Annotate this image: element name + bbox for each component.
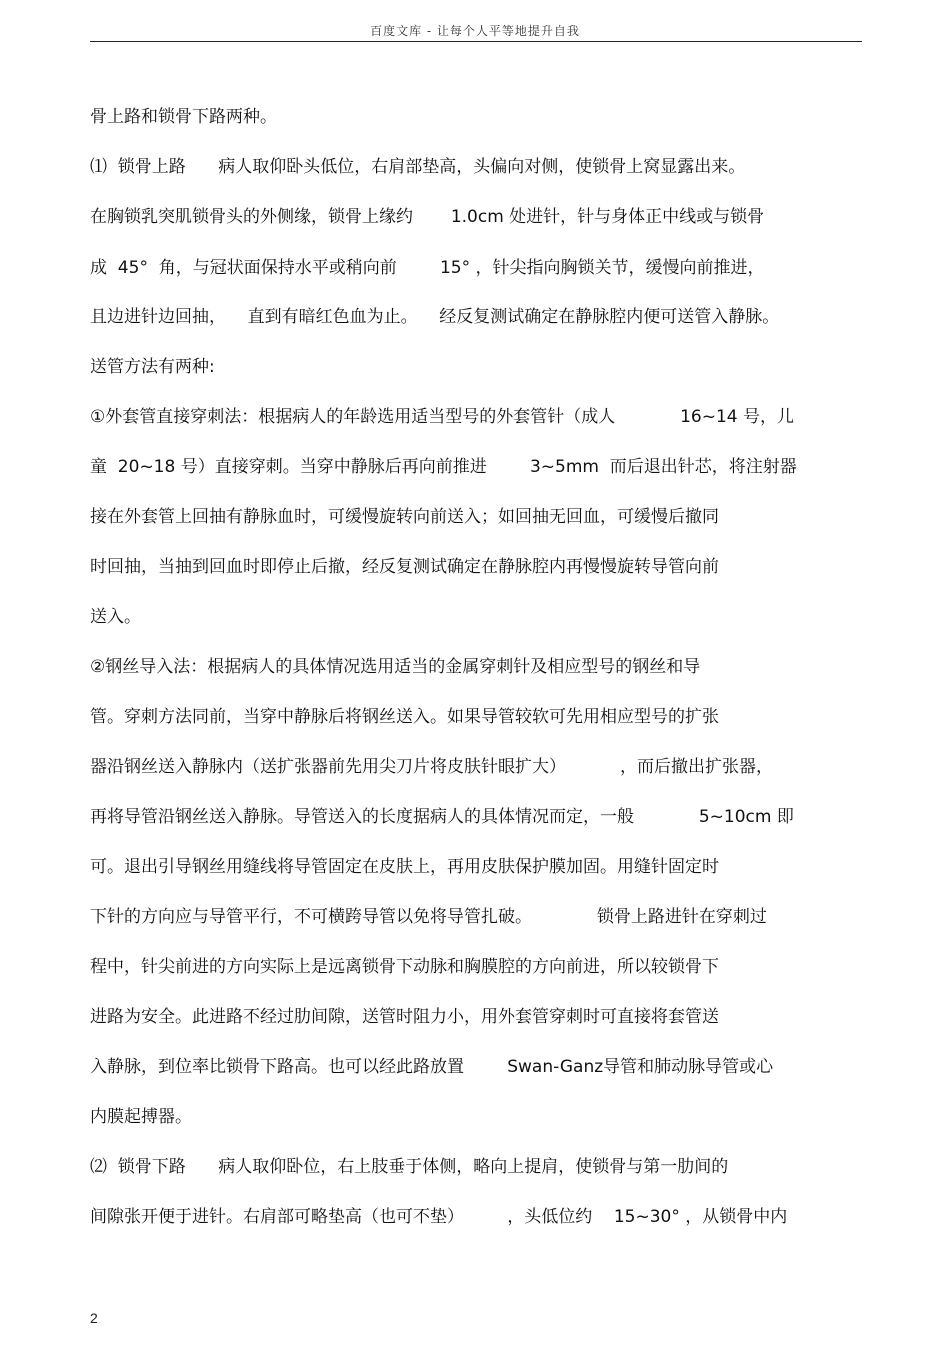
text-line: 入静脉，到位率比锁骨下路高。也可以经此路放置 Swan-Ganz导管和肺动脉导管或心: [90, 1057, 774, 1077]
text-line: 童 20~18 号）直接穿刺。当穿中静脉后再向前推进 3~5mm 而后退出针芯，将注射器: [90, 457, 797, 477]
page-header: 百度文库 - 让每个人平等地提升自我: [370, 24, 580, 38]
text-line: ⑴ 锁骨上路 病人取仰卧头低位，右肩部垫高，头偏向对侧，使锁骨上窝显露出来。: [90, 157, 746, 177]
text-line: 内膜起搏器。: [90, 1107, 192, 1127]
text-line: 接在外套管上回抽有静脉血时，可缓慢旋转向前送入；如回抽无回血，可缓慢后撤同: [90, 507, 719, 527]
text-line: 送管方法有两种:: [90, 357, 215, 377]
text-line: 进路为安全。此进路不经过肋间隙，送管时阻力小，用外套管穿刺时可直接将套管送: [90, 1007, 719, 1027]
header-divider: [90, 41, 862, 42]
text-line: 程中，针尖前进的方向实际上是远离锁骨下动脉和胸膜腔的方向前进，所以较锁骨下: [90, 957, 719, 977]
text-line: 再将导管沿钢丝送入静脉。导管送入的长度据病人的具体情况而定，一般 5~10cm 即: [90, 807, 794, 827]
text-line: 时回抽，当抽到回血时即停止后撤，经反复测试确定在静脉腔内再慢慢旋转导管向前: [90, 557, 719, 577]
text-line: 器沿钢丝送入静脉内（送扩张器前先用尖刀片将皮肤针眼扩大） ，而后撤出扩张器，: [90, 757, 774, 777]
text-line: 管。穿刺方法同前，当穿中静脉后将钢丝送入。如果导管较软可先用相应型号的扩张: [90, 707, 719, 727]
text-line: 成 45° 角，与冠状面保持水平或稍向前 15° ，针尖指向胸锁关节，缓慢向前推进，: [90, 258, 765, 278]
text-line: 骨上路和锁骨下路两种。: [90, 107, 277, 127]
text-line: 在胸锁乳突肌锁骨头的外侧缘，锁骨上缘约 1.0cm 处进针，针与身体正中线或与锁骨: [90, 207, 765, 227]
text-line: ⑵ 锁骨下路 病人取仰卧位，右上肢垂于体侧，略向上提肩，使锁骨与第一肋间的: [90, 1157, 729, 1177]
text-line: 且边进针边回抽， 直到有暗红色血为止。 经反复测试确定在静脉腔内便可送管入静脉。: [90, 307, 780, 327]
text-line: 可。退出引导钢丝用缝线将导管固定在皮肤上，再用皮肤保护膜加固。用缝针固定时: [90, 857, 719, 877]
text-line: ②钢丝导入法：根据病人的具体情况选用适当的金属穿刺针及相应型号的钢丝和导: [90, 657, 701, 677]
text-line: 下针的方向应与导管平行，不可横跨导管以免将导管扎破。 锁骨上路进针在穿刺过: [90, 907, 767, 927]
text-line: 间隙张开便于进针。右肩部可略垫高（也可不垫） ，头低位约 15~30° ，从锁骨中内: [90, 1207, 788, 1227]
page-number: 2: [90, 1310, 98, 1326]
text-line: ①外套管直接穿刺法：根据病人的年龄选用适当型号的外套管针（成人 16~14 号，儿: [90, 407, 794, 427]
text-line: 送入。: [90, 607, 141, 627]
